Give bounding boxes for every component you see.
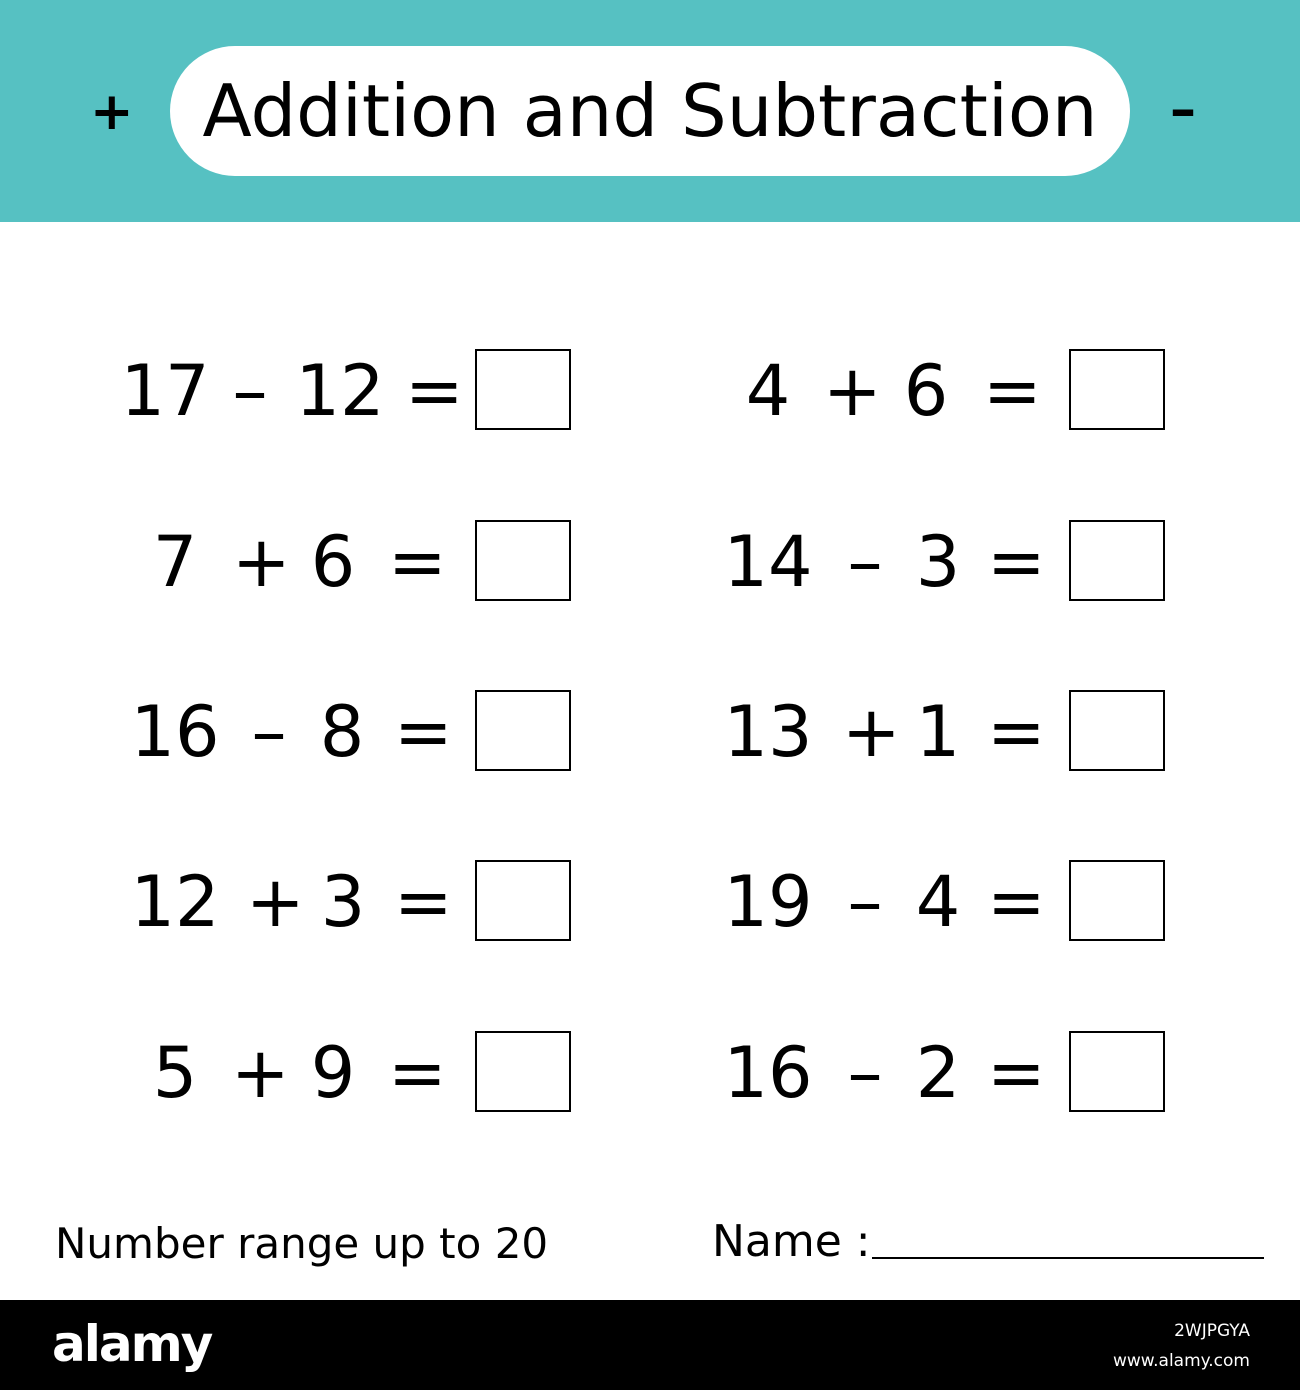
operand-a: 13 (723, 691, 813, 773)
operand-b: 2 (915, 1032, 961, 1114)
watermark-logo: alamy (52, 1315, 212, 1373)
equals-sign: = (405, 350, 464, 432)
operator: + (842, 691, 901, 773)
answer-box[interactable] (475, 860, 571, 941)
name-field[interactable] (872, 1257, 1264, 1259)
operator: – (847, 1032, 883, 1114)
answer-box[interactable] (475, 349, 571, 430)
problem-3 (0, 520, 600, 604)
equals-sign: = (987, 521, 1046, 603)
operator: + (231, 1032, 290, 1114)
equals-sign: = (388, 1032, 447, 1114)
image-id: 2WJPGYA (1174, 1321, 1250, 1341)
operand-b: 9 (310, 1032, 356, 1114)
answer-box[interactable] (1069, 690, 1165, 771)
equals-sign: = (394, 691, 453, 773)
answer-box[interactable] (1069, 520, 1165, 601)
problem-5 (0, 690, 600, 774)
watermark-url: www.alamy.com (1112, 1351, 1250, 1371)
problem-2 (600, 349, 1200, 433)
problem-6 (600, 690, 1200, 774)
operator: – (847, 521, 883, 603)
minus-symbol: – (1170, 80, 1196, 140)
equals-sign: = (983, 350, 1042, 432)
answer-box[interactable] (475, 520, 571, 601)
operand-a: 12 (130, 861, 220, 943)
operand-b: 12 (295, 350, 385, 432)
page-title: Addition and Subtraction (202, 69, 1098, 153)
answer-box[interactable] (475, 690, 571, 771)
problem-4 (600, 520, 1200, 604)
number-range-label: Number range up to 20 (55, 1219, 549, 1268)
plus-symbol: + (90, 82, 134, 142)
problem-1 (0, 349, 600, 433)
operand-b: 1 (915, 691, 961, 773)
answer-box[interactable] (1069, 860, 1165, 941)
answer-box[interactable] (1069, 1031, 1165, 1112)
equals-sign: = (394, 861, 453, 943)
problem-10 (600, 1031, 1200, 1115)
answer-box[interactable] (475, 1031, 571, 1112)
equals-sign: = (987, 1032, 1046, 1114)
operand-b: 6 (310, 521, 356, 603)
operand-b: 3 (320, 861, 366, 943)
answer-box[interactable] (1069, 349, 1165, 430)
equals-sign: = (388, 521, 447, 603)
problem-8 (600, 860, 1200, 944)
operator: + (823, 350, 882, 432)
equals-sign: = (987, 861, 1046, 943)
operand-b: 6 (903, 350, 949, 432)
operand-a: 16 (130, 691, 220, 773)
operand-a: 5 (152, 1032, 198, 1114)
equals-sign: = (987, 691, 1046, 773)
operator: + (232, 521, 291, 603)
problem-9 (0, 1031, 600, 1115)
operand-a: 7 (152, 521, 198, 603)
problem-7 (0, 860, 600, 944)
operand-a: 19 (723, 861, 813, 943)
operand-a: 16 (723, 1032, 813, 1114)
operator: – (251, 691, 287, 773)
operand-b: 3 (915, 521, 961, 603)
watermark-bar (0, 1300, 1300, 1390)
operator: – (232, 350, 268, 432)
operand-a: 17 (120, 350, 210, 432)
operand-a: 4 (745, 350, 791, 432)
operator: – (847, 861, 883, 943)
operand-b: 8 (319, 691, 365, 773)
operand-b: 4 (915, 861, 961, 943)
name-label: Name : (712, 1216, 871, 1267)
operator: + (246, 861, 305, 943)
operand-a: 14 (723, 521, 813, 603)
